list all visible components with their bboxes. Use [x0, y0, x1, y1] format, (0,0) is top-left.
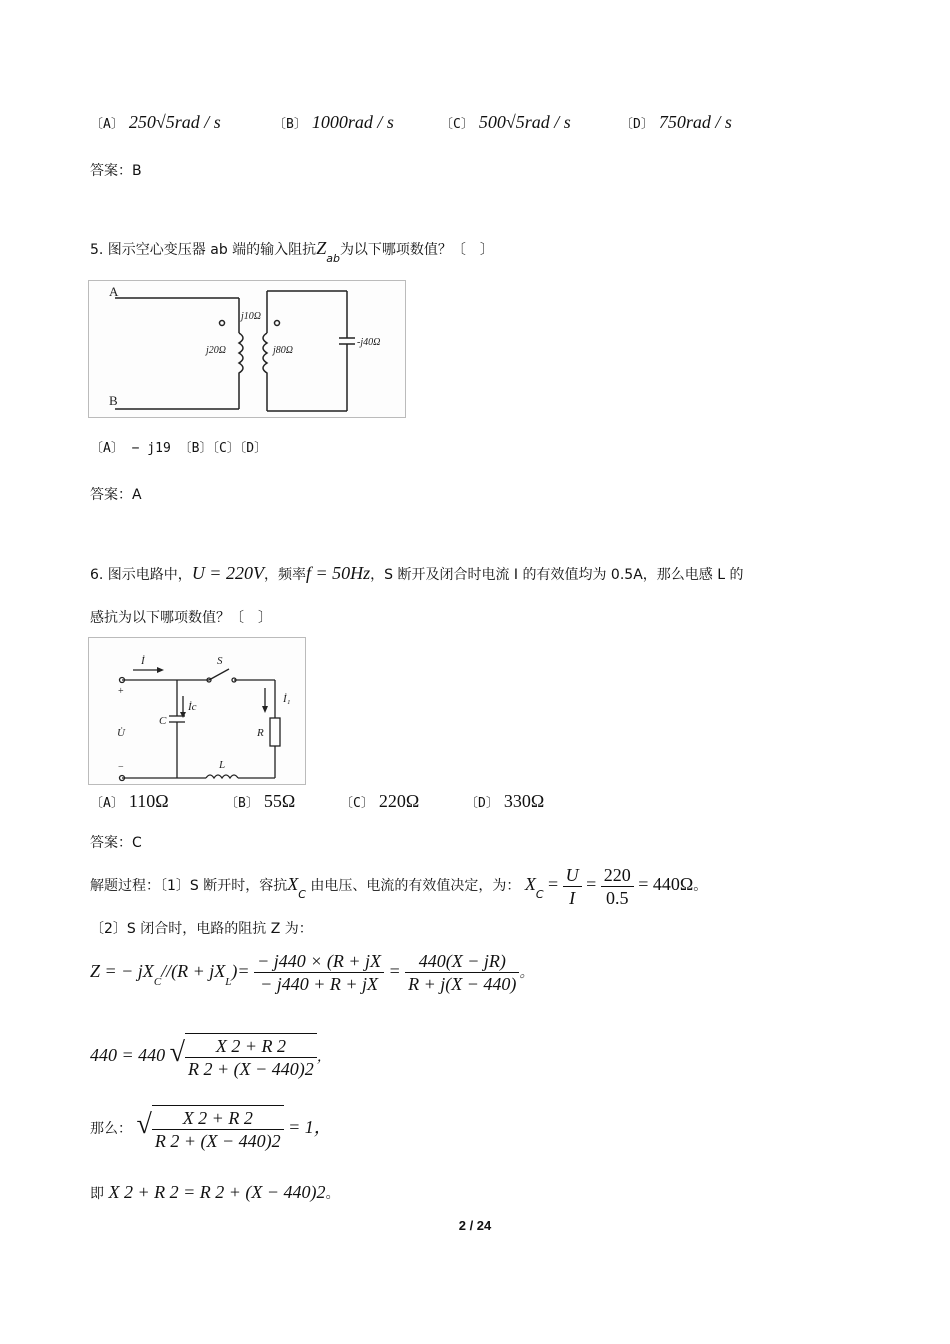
q6-option-d-value: 330Ω	[503, 791, 545, 811]
q4-option-d	[620, 112, 732, 133]
eq-then-num: X 2 + R 2	[152, 1107, 284, 1130]
eq-z-period: 。	[519, 965, 534, 981]
q4-option-c-value: 500√5rad / s	[478, 112, 571, 132]
q6-label-minus: −	[118, 762, 124, 773]
q5-label-secondary: j80Ω	[273, 345, 294, 356]
eq-z-close: )=	[231, 961, 250, 981]
q6-label-plus: +	[118, 686, 124, 697]
q6-option-a-label: 〔A〕	[90, 796, 124, 811]
eq-z-frac1-num: − j440 × (R + jX	[254, 950, 384, 973]
q6-arrowhead-i1	[262, 706, 268, 713]
q4-option-d-value: 750rad / s	[658, 112, 732, 132]
q6-circuit-figure	[88, 637, 306, 785]
q6-num: 6. 图示电路中，	[90, 567, 192, 583]
q5-label-a: A	[109, 284, 119, 299]
step1-xc-sub-2: C	[535, 888, 544, 901]
q5-transformer-figure	[88, 280, 406, 418]
q6-arrowhead-i	[157, 667, 164, 673]
q5-options	[90, 437, 267, 456]
q6-label-c: C	[159, 715, 167, 727]
eq-z-frac2-num: 440(X − jR)	[405, 950, 519, 973]
step1-xc-sub: C	[298, 888, 306, 901]
eq-z-sub-c: C	[153, 976, 162, 988]
eq-z-frac2	[405, 950, 519, 995]
q6-label-ic: İc	[188, 701, 197, 713]
q5-dot-secondary	[275, 321, 280, 326]
frac-220: 220	[601, 864, 634, 887]
q4-answer: 答案：B	[90, 163, 142, 179]
q6-f-expr: f = 50Hz	[305, 563, 371, 583]
q6-switch-blade	[209, 669, 229, 680]
q5-options-text: 〔A〕 − j19 〔B〕〔C〕〔D〕	[90, 441, 268, 456]
q6-u-expr: U = 220V	[191, 563, 264, 583]
step1-text: 解题过程：〔1〕S 断开时，容抗	[90, 878, 288, 894]
q4-option-c	[440, 112, 571, 133]
q5-circuit-diagram	[89, 281, 405, 417]
q5-secondary-coil	[263, 333, 267, 379]
eq-z-frac1	[254, 950, 384, 995]
equation-440: 440 = 440 √ $\frac{X 2 + R 2}{R 2 + (X - 440)2}$ ，	[90, 1030, 331, 1080]
result-440: = 440Ω	[638, 874, 694, 894]
q6-option-a-value: 110Ω	[128, 791, 169, 811]
q6-label-i: İ	[141, 655, 145, 667]
q5-text-after: 为以下哪项数值？〔 〕	[339, 242, 494, 258]
q5-dot-primary	[220, 321, 225, 326]
step1-mid: 由电压、电流的有效值决定，为：	[310, 878, 521, 894]
q4-option-b-label: 〔B〕	[273, 117, 307, 132]
step1-xc: X	[287, 874, 299, 894]
q4-option-b	[273, 112, 394, 133]
q6-inductor	[206, 775, 238, 778]
page-number: 2 / 24	[458, 1218, 492, 1233]
frac-220-over-05	[601, 864, 634, 909]
eq-then-tail: = 1，	[288, 1117, 332, 1137]
eq-final-expr: X 2 + R 2 = R 2 + (X − 440)2	[108, 1182, 326, 1202]
frac-u: U	[563, 864, 582, 887]
q4-option-d-label: 〔D〕	[620, 117, 654, 132]
q6-tail: ，S 断开及闭合时电流 I 的有效值均为 0.5A，那么电感 L 的	[370, 567, 744, 583]
q6-mid: ，频率	[263, 567, 306, 583]
q6-option-c-label: 〔C〕	[340, 796, 374, 811]
q5-label-primary: j20Ω	[206, 345, 227, 356]
eq-440-comma: ，	[316, 1049, 331, 1065]
q6-option-b-label: 〔B〕	[225, 796, 259, 811]
eq-final-period: 。	[325, 1186, 340, 1202]
step1-xc-2: X	[524, 874, 536, 894]
q5-prompt	[90, 238, 494, 265]
eq-then-sqrt	[152, 1105, 284, 1152]
q6-option-b-value: 55Ω	[263, 791, 296, 811]
eq-z-sub-l: L	[225, 976, 232, 988]
q4-option-a	[90, 112, 221, 133]
q5-symbol: Z	[316, 238, 327, 258]
q6-resistor	[270, 718, 280, 746]
q6-prompt-line2: 感抗为以下哪项数值？〔 〕	[90, 610, 272, 626]
q6-label-r: R	[257, 727, 264, 739]
q4-option-b-value: 1000rad / s	[311, 112, 394, 132]
eq-z-left: Z = − jX	[90, 961, 154, 981]
frac-05: 0.5	[606, 887, 629, 908]
q6-prompt-line1	[90, 563, 743, 584]
q4-option-c-label: 〔C〕	[440, 117, 474, 132]
frac-i: I	[569, 887, 576, 908]
step1-period: 。	[693, 878, 708, 894]
eq-440-num: X 2 + R 2	[185, 1035, 317, 1058]
q6-arrowhead-ic	[180, 712, 186, 718]
frac-u-over-i	[563, 864, 582, 909]
q5-label-b: B	[109, 393, 118, 408]
q6-label-i1: İ₁	[283, 693, 291, 705]
equation-then: 那么： √ $\frac{X 2 + R 2}{R 2 + (X - 440)2}$ = 1，	[90, 1102, 332, 1152]
eq-z-frac1-den: − j440 + R + jX	[260, 974, 378, 995]
q6-circuit-diagram	[89, 638, 305, 784]
q6-label-s: S	[217, 655, 223, 667]
q5-text-before: 5. 图示空心变压器 ab 端的输入阻抗	[90, 242, 317, 258]
q6-label-l: L	[219, 759, 226, 771]
ji-label: 即	[90, 1186, 104, 1202]
q6-answer: 答案：C	[90, 835, 142, 851]
q5-subscript: ab	[326, 252, 340, 265]
eq-440-sqrt	[185, 1033, 317, 1080]
solution-step1: 解题过程：〔1〕S 断开时，容抗$X_C$ 由电压、电流的有效值决定，为： $X_C$ = $\frac{U}{I}$ = $\frac{220}{0.5}$ = 440Ω。	[90, 864, 708, 908]
then-label: 那么：	[90, 1121, 132, 1137]
q6-label-u: U̇	[117, 727, 125, 739]
q4-option-a-label: 〔A〕	[90, 117, 124, 132]
eq-then-den: R 2 + (X − 440)2	[154, 1131, 281, 1152]
eq-440-den: R 2 + (X − 440)2	[188, 1059, 314, 1080]
q6-option-a	[90, 791, 169, 812]
q6-option-c-value: 220Ω	[378, 791, 420, 811]
eq-z-par: //(R + jX	[161, 961, 226, 981]
solution-step2: 〔2〕S 闭合时，电路的阻抗 Z 为：	[90, 921, 313, 937]
q6-option-c	[340, 791, 419, 812]
q6-option-d-label: 〔D〕	[465, 796, 499, 811]
equation-z: Z = − $jX_C//(R + jX_L)=$ $\frac{- j440 \times (R + jX}{- j440 + R + jX}$ = $\frac{440(X - jR)}{R + j(X - 440)}$ 。	[90, 951, 534, 995]
q5-answer: 答案：A	[90, 487, 142, 503]
q5-primary-coil	[239, 333, 243, 379]
q6-option-b	[225, 791, 295, 812]
eq-z-frac2-den: R + j(X − 440)	[408, 974, 517, 995]
q6-option-d	[465, 791, 544, 812]
q5-label-mutual: j10Ω	[241, 311, 262, 322]
equation-final	[90, 1182, 340, 1203]
eq-440-left: 440 = 440	[90, 1045, 166, 1065]
q4-option-a-value: 250√5rad / s	[128, 112, 221, 132]
q5-label-capacitor: -j40Ω	[357, 337, 381, 348]
